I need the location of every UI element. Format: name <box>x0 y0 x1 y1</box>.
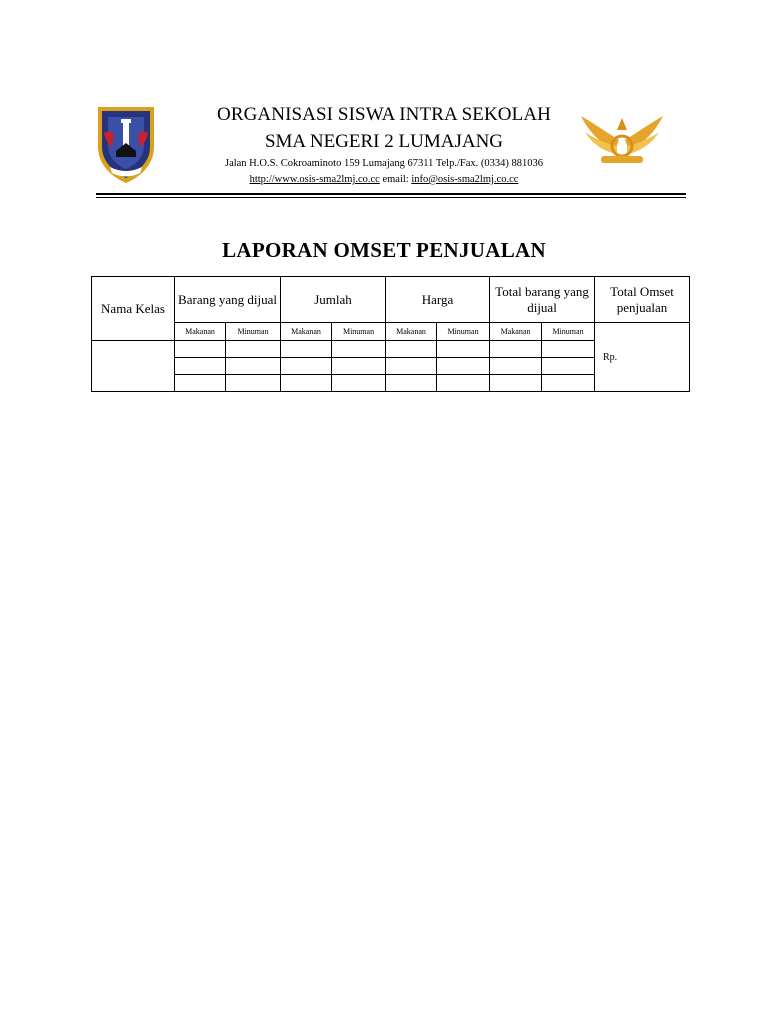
table-cell <box>386 341 437 358</box>
table-header-row <box>92 277 690 323</box>
subheader-barang-minuman: Minuman <box>226 323 281 341</box>
table-cell <box>542 375 595 392</box>
table-cell <box>490 341 542 358</box>
table-cell <box>386 375 437 392</box>
letterhead-rule-thick <box>96 193 686 195</box>
header-total-omset: Total Omset penjualan <box>595 277 690 323</box>
table-cell <box>437 358 490 375</box>
email-link[interactable]: info@osis-sma2lmj.co.cc <box>411 174 519 185</box>
header-nama-kelas: Nama Kelas <box>92 277 175 341</box>
total-omset-value: Rp. <box>595 323 690 392</box>
table-cell <box>226 358 281 375</box>
nama-kelas-cell <box>92 341 175 392</box>
letterhead <box>94 100 674 196</box>
org-name: ORGANISASI SISWA INTRA SEKOLAH <box>217 104 551 125</box>
letterhead-rule-thin <box>96 197 686 198</box>
school-address: Jalan H.O.S. Cokroaminoto 159 Lumajang 67311 Telp./Fax. (0334) 881036 <box>224 158 544 169</box>
table-cell <box>332 358 386 375</box>
table-subheader-row <box>92 323 690 341</box>
website-link[interactable]: http://www.osis-sma2lmj.co.cc <box>249 174 380 185</box>
table-cell <box>332 375 386 392</box>
table-cell <box>281 375 332 392</box>
subheader-harga-minuman: Minuman <box>437 323 490 341</box>
subheader-jumlah-makanan: Makanan <box>281 323 332 341</box>
table-cell <box>281 341 332 358</box>
table-cell <box>490 358 542 375</box>
subheader-jumlah-minuman: Minuman <box>332 323 386 341</box>
table-cell <box>437 375 490 392</box>
table-cell <box>281 358 332 375</box>
header-harga: Harga <box>386 277 490 323</box>
subheader-total-minuman: Minuman <box>542 323 595 341</box>
school-name: SMA NEGERI 2 LUMAJANG <box>264 131 504 152</box>
document-title: LAPORAN OMSET PENJUALAN <box>222 238 546 262</box>
table-cell <box>175 341 226 358</box>
table-cell <box>175 375 226 392</box>
table-cell <box>386 358 437 375</box>
email-label: email: <box>382 174 409 185</box>
table-cell <box>542 358 595 375</box>
subheader-barang-makanan: Makanan <box>175 323 226 341</box>
subheader-harga-makanan: Makanan <box>386 323 437 341</box>
table-cell <box>175 358 226 375</box>
contact-line <box>94 174 674 185</box>
header-barang: Barang yang dijual <box>175 277 281 323</box>
table-cell <box>437 341 490 358</box>
table-cell <box>332 341 386 358</box>
header-total-barang: Total barang yang dijual <box>490 277 595 323</box>
table-cell <box>226 375 281 392</box>
table-cell <box>542 341 595 358</box>
subheader-total-makanan: Makanan <box>490 323 542 341</box>
table-cell <box>490 375 542 392</box>
sales-report-table <box>91 276 690 392</box>
header-jumlah: Jumlah <box>281 277 386 323</box>
table-cell <box>226 341 281 358</box>
